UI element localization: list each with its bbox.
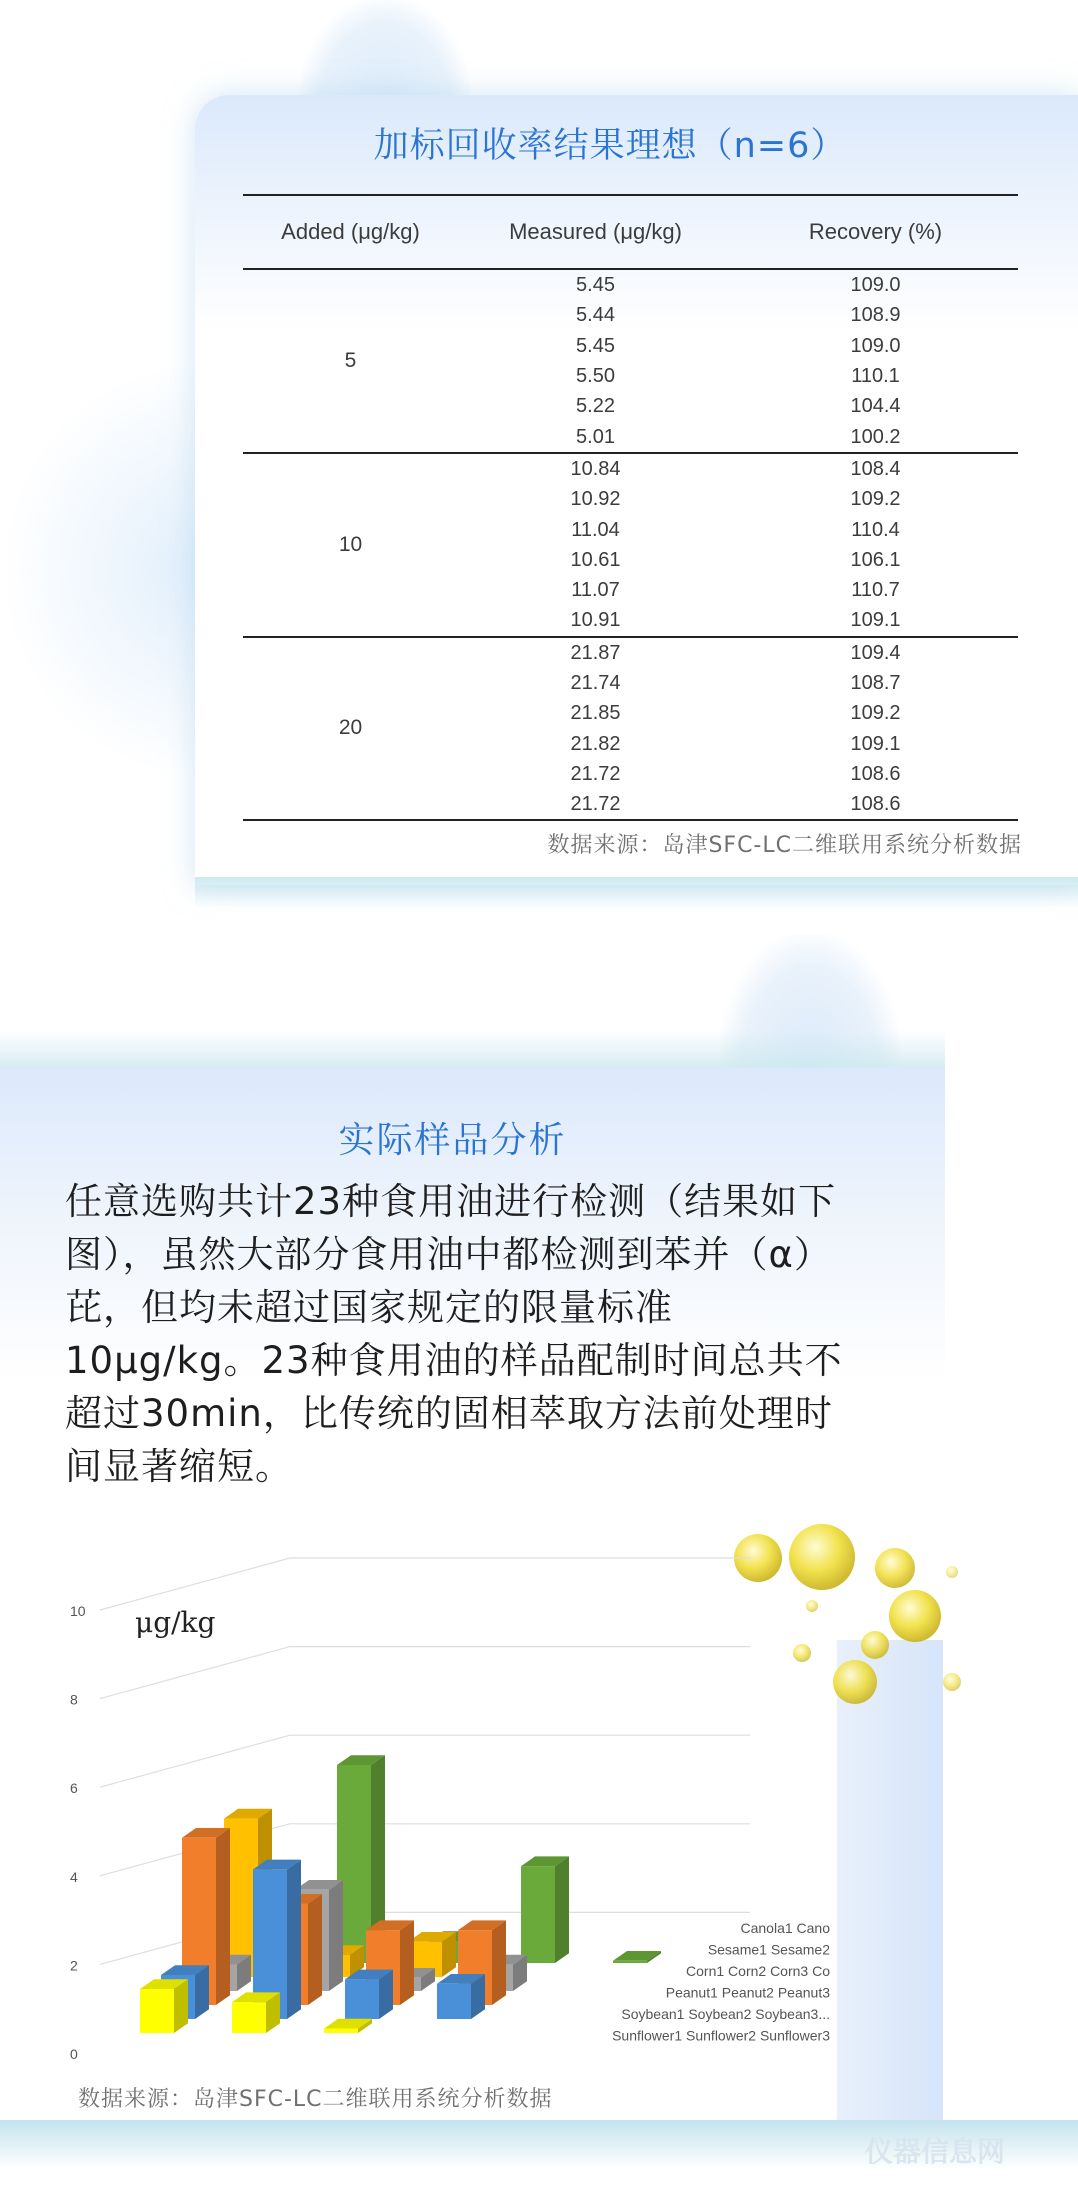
chart-source-note: 数据来源：岛津SFC-LC二维联用系统分析数据 bbox=[78, 2087, 553, 2112]
measured-cell: 21.87 bbox=[570, 641, 621, 664]
measured-cell: 5.44 bbox=[576, 304, 615, 327]
recovery-cell: 108.9 bbox=[850, 304, 901, 327]
gridline bbox=[100, 1735, 750, 1787]
bar-side bbox=[400, 1920, 414, 2005]
bar bbox=[232, 2002, 266, 2033]
series-label: Corn1 Corn2 Corn3 Co bbox=[686, 1963, 830, 1979]
recovery-cell: 110.4 bbox=[851, 518, 900, 541]
gridline bbox=[100, 1647, 750, 1699]
measured-cell: 10.91 bbox=[458, 605, 733, 636]
measured-cell: 21.82 bbox=[570, 732, 621, 755]
recovery-cell: 109.1 bbox=[733, 605, 1018, 636]
measured-cell: 10.61 bbox=[570, 548, 621, 571]
table-header-row bbox=[243, 195, 1018, 269]
watermark: 仪器信息网 bbox=[865, 2135, 1006, 2168]
recovery-title: 加标回收率结果理想（n=6） bbox=[373, 126, 847, 166]
left-glow-decoration bbox=[0, 360, 200, 780]
bar bbox=[345, 1979, 379, 2019]
bar-side bbox=[287, 1860, 301, 2019]
y-axis-unit-label: μg/kg bbox=[135, 1606, 216, 1639]
bar-side bbox=[308, 1894, 322, 2005]
bar-side bbox=[216, 1828, 230, 2005]
bar bbox=[521, 1866, 555, 1963]
sample-analysis-paragraph: 任意选购共计23种食用油进行检测（结果如下图），虽然大部分食用油中都检测到苯并（α）芘，但均未超过国家规定的限量标准10μg/kg。23种食用油的样品配制时间总共不超过30min，比传统的固相萃取方法前处理时间显著缩短。 bbox=[65, 1180, 843, 1488]
recovery-cell: 106.1 bbox=[850, 548, 901, 571]
series-label: Sunflower1 Sunflower2 Sunflower3 bbox=[612, 2027, 830, 2044]
table-source-note: 数据来源：岛津SFC-LC二维联用系统分析数据 bbox=[547, 833, 1022, 858]
bar bbox=[140, 1989, 174, 2033]
measured-cell: 10.84 bbox=[570, 457, 621, 480]
measured-cell: 21.72 bbox=[458, 789, 733, 820]
measured-cell: 5.01 bbox=[458, 421, 733, 452]
bar-top bbox=[613, 1951, 661, 1961]
y-tick-label: 4 bbox=[70, 1868, 78, 1885]
table-row bbox=[243, 453, 1018, 484]
y-tick-label: 6 bbox=[70, 1780, 78, 1797]
measured-cell: 21.74 bbox=[570, 672, 621, 694]
series-label: Sesame1 Sesame2 bbox=[707, 1941, 830, 1958]
recovery-cell: 109.2 bbox=[850, 488, 901, 511]
header-peak-decoration bbox=[300, 0, 470, 110]
recovery-cell: 108.4 bbox=[850, 457, 901, 480]
recovery-cell: 108.6 bbox=[850, 762, 901, 785]
measured-cell: 21.85 bbox=[570, 702, 621, 725]
recovery-table bbox=[243, 194, 1018, 821]
section2-top-band bbox=[0, 1030, 945, 1070]
sample-analysis-title: 实际样品分析 bbox=[338, 1120, 567, 1161]
bar bbox=[613, 1961, 647, 1963]
table-row bbox=[243, 269, 1018, 300]
recovery-cell: 110.7 bbox=[851, 579, 900, 602]
bar bbox=[437, 1984, 471, 2019]
series-label: Soybean1 Soybean2 Soybean3... bbox=[621, 2006, 830, 2022]
bar-side bbox=[492, 1920, 506, 2005]
measured-cell: 21.72 bbox=[570, 762, 621, 785]
recovery-cell: 109.1 bbox=[850, 732, 901, 755]
y-tick-label: 2 bbox=[70, 1957, 78, 1974]
header-recovery: Recovery (%) bbox=[733, 195, 1018, 269]
added-cell: 10 bbox=[243, 453, 458, 637]
measured-cell: 11.04 bbox=[571, 518, 620, 541]
y-tick-label: 0 bbox=[70, 2046, 78, 2062]
measured-cell: 11.07 bbox=[571, 579, 620, 602]
added-cell: 5 bbox=[243, 269, 458, 453]
header-added: Added (μg/kg) bbox=[243, 195, 458, 269]
header-measured: Measured (μg/kg) bbox=[458, 195, 733, 269]
recovery-cell: 109.4 bbox=[850, 641, 901, 664]
recovery-cell: 104.4 bbox=[850, 395, 901, 418]
measured-cell: 5.45 bbox=[576, 274, 615, 297]
measured-cell: 5.45 bbox=[576, 334, 615, 357]
recovery-cell: 110.1 bbox=[851, 365, 900, 388]
y-tick-label: 10 bbox=[70, 1603, 86, 1619]
bar-side bbox=[555, 1856, 569, 1963]
recovery-cell: 108.6 bbox=[733, 789, 1018, 820]
recovery-cell: 109.2 bbox=[850, 702, 901, 725]
bar-side bbox=[329, 1880, 343, 1991]
measured-cell: 5.50 bbox=[576, 365, 615, 388]
recovery-cell: 109.0 bbox=[850, 274, 901, 297]
recovery-cell: 100.2 bbox=[733, 421, 1018, 452]
recovery-cell: 108.7 bbox=[850, 672, 901, 694]
measured-cell: 10.92 bbox=[570, 488, 621, 511]
added-cell: 20 bbox=[243, 637, 458, 821]
series-label: Canola1 Cano bbox=[740, 1920, 830, 1936]
table-row bbox=[243, 637, 1018, 668]
measured-cell: 5.22 bbox=[576, 395, 615, 418]
y-tick-label: 8 bbox=[70, 1691, 78, 1708]
bar bbox=[324, 2029, 358, 2033]
series-label: Peanut1 Peanut2 Peanut3 bbox=[665, 1984, 830, 2001]
oil-bap-3d-column-chart bbox=[60, 1580, 850, 2060]
recovery-cell: 109.0 bbox=[850, 334, 901, 357]
